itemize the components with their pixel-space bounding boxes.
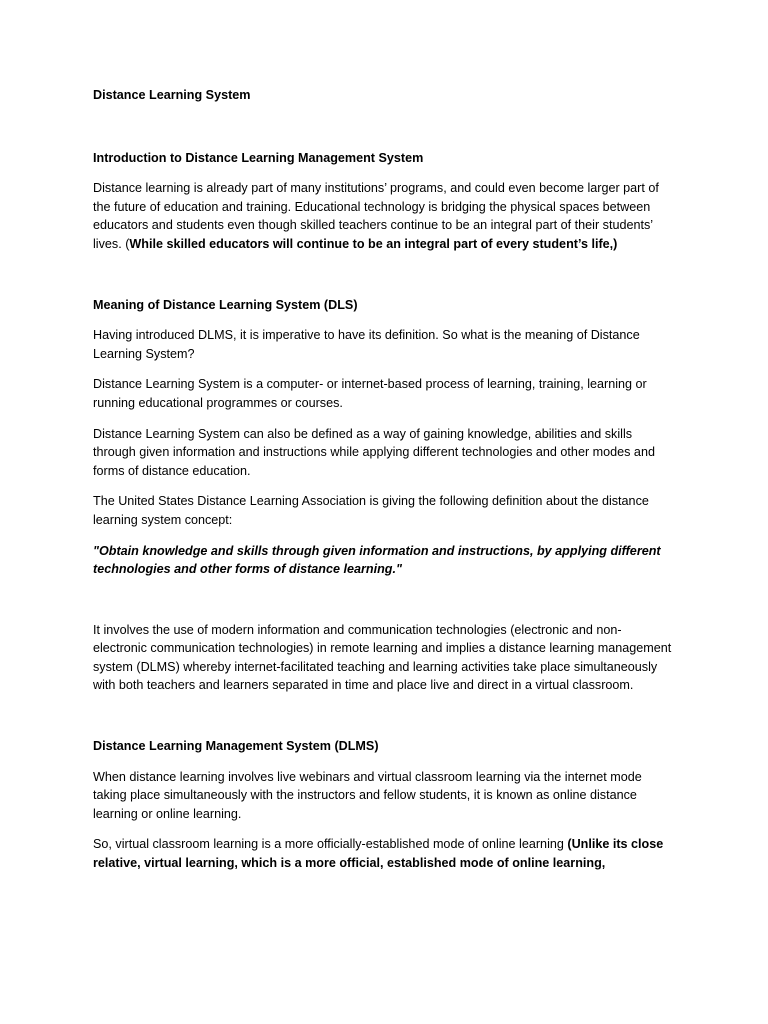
meaning-paragraph-4: The United States Distance Learning Association is giving the following definition about the distance learning system concept: (93, 494, 649, 527)
document-title: Distance Learning System (93, 88, 251, 102)
dlms-heading: Distance Learning Management System (DLMS) (93, 739, 379, 754)
intro-paragraph-text: Distance learning is already part of many institutions’ programs, and could even become larger part of the future of education and training. Educational technology is bridging the physical spaces between educators and students even though skilled teachers continue to be an integral part of their students’ lives. ( (93, 181, 659, 251)
dlms-paragraph-2-text: So, virtual classroom learning is a more officially-established mode of online learning (93, 837, 568, 852)
dlms-paragraph-2 (93, 835, 672, 872)
dlms-paragraph-1: When distance learning involves live webinars and virtual classroom learning via the internet mode taking place simultaneously with the instructors and fellow students, it is known as online distance learning or online learning. (93, 769, 642, 821)
intro-heading: Introduction to Distance Learning Management System (93, 150, 424, 165)
meaning-paragraph-3: Distance Learning System can also be defined as a way of gaining knowledge, abilities and skills through given information and instructions while applying different technologies and other modes and forms of distance education. (93, 426, 655, 478)
meaning-paragraph-1: Having introduced DLMS, it is imperative to have its definition. So what is the meaning of Distance Learning System? (93, 328, 640, 361)
intro-paragraph (93, 179, 672, 253)
intro-paragraph-bold: While skilled educators will continue to be an integral part of every student’s life,) (129, 236, 618, 251)
dlms-paragraph-2-bold: (Unlike its close relative, virtual learning, which is a more official, established mode of online learning, (93, 837, 664, 871)
meaning-heading: Meaning of Distance Learning System (DLS) (93, 297, 358, 312)
meaning-paragraph-5: It involves the use of modern information and communication technologies (electronic and non-electronic communication technologies) in remote learning and implies a distance learning management system (DLMS) whereby internet-facilitated teaching and learning activities take place simultaneously with both teachers and learners separated in time and place live and direct in a virtual classroom. (93, 622, 672, 693)
meaning-paragraph-2: Distance Learning System is a computer- or internet-based process of learning, training, learning or running educational programmes or courses. (93, 377, 647, 410)
definition-quote: "Obtain knowledge and skills through given information and instructions, by applying different technologies and other forms of distance learning." (93, 543, 661, 577)
